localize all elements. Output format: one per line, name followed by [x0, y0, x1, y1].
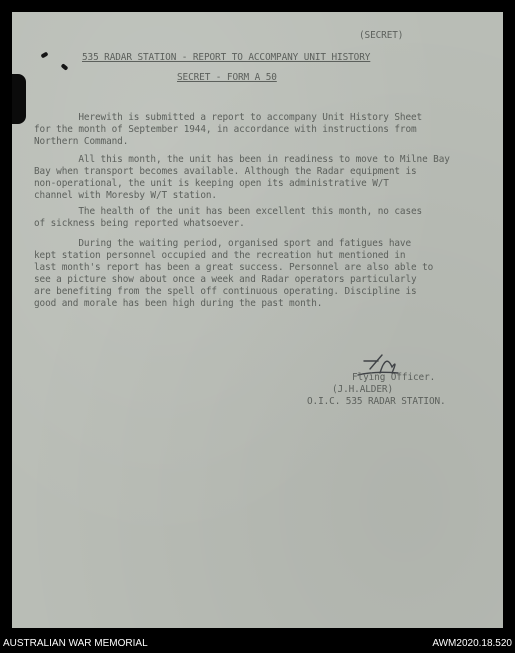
paragraph-2: All this month, the unit has been in readiness to move to Milne Bay Bay when transport becomes available. Although the Radar equipment is non-operational, the unit is keeping open its administrative W/T channel with Moresby W/T station. [34, 154, 450, 201]
document-page [12, 12, 503, 628]
punch-hole [12, 74, 26, 124]
document-title: 535 RADAR STATION - REPORT TO ACCOMPANY UNIT HISTORY [82, 52, 371, 63]
signature-name: (J.H.ALDER) [332, 384, 393, 395]
signature-title: Flying Officer. [352, 372, 436, 383]
paragraph-1: Herewith is submitted a report to accompany Unit History Sheet for the month of September 1944, in accordance with instructions from Northern Command. [34, 112, 423, 147]
pin-mark [61, 63, 69, 71]
paragraph-3: The health of the unit has been excellent this month, no cases of sickness being reported whatsoever. [34, 206, 423, 229]
paragraph-4: During the waiting period, organised sport and fatigues have kept station personnel occupied and the recreation hut mentioned in last month's report has been a great success. Personnel are also able to see a picture show about once a week and Radar operators particularly are benefiting from the spell off continuous operating. Discipline is good and morale has been high during the past month. [34, 238, 434, 309]
signature-position: O.I.C. 535 RADAR STATION. [307, 396, 446, 407]
classification-label: (SECRET) [359, 30, 404, 41]
archive-credit: AUSTRALIAN WAR MEMORIAL [3, 638, 148, 649]
document-subtitle: SECRET - FORM A 50 [177, 72, 277, 83]
pin-mark [40, 52, 48, 59]
archive-reference: AWM2020.18.520 [432, 638, 512, 649]
